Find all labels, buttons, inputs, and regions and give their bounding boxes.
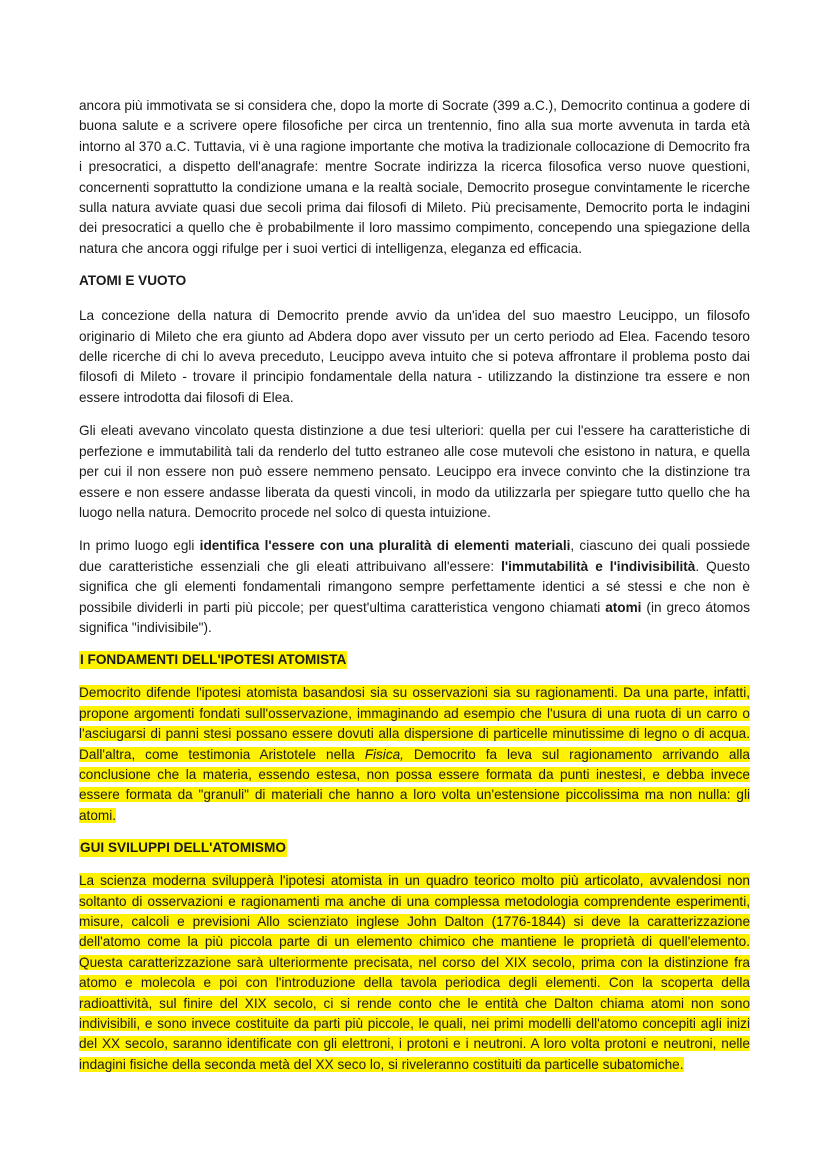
bold-run: atomi: [605, 599, 642, 615]
intro-paragraph: ancora più immotivata se si considera che, dopo la morte di Socrate (399 a.C.), Democrito continua a godere di buona salute e a scrivere opere filosofiche per circa un trentennio, fino alla sua morte avvenuta in tarda età intorno al 370 a.C. Tuttavia, vi è una ragione importante che motiva la tradizionale collocazione di Democrito fra i presocratici, a dispetto dell'anagrafe: mentre Socrate indirizza la ricerca filosofica verso nuove questioni, concernenti soprattutto la condizione umana e la realtà sociale, Democrito prosegue convintamente le ricerche sulla natura avviate quasi due secoli prima dai filosofi di Mileto. Più precisamente, Democrito porta le indagini dei presocratici a quello che è probabilmente il loro massimo compimento, concependo una spiegazione della natura che ancora oggi rifulge per i suoi vertici di intelligenza, eleganza ed efficacia.: [79, 98, 750, 256]
text-run: , ciascuno dei quali possiede due caratteristiche essenziali che gli eleati attribuivano all'essere:: [79, 538, 751, 574]
bold-run: l'immutabilità e l'indivisibilità: [501, 558, 696, 574]
heading-wrap: [79, 651, 750, 669]
text-run: . Questo significa che gli elementi fondamentali rimangono sempre perfettamente identici a sé stessi e che non è possibile dividerli in parti più piccole; per quest'ultima caratteristica vengono chiamati: [79, 558, 750, 615]
highlighted-text: La scienza moderna svilupperà l'ipotesi atomista in un quadro teorico molto più articolato, avvalendosi non soltanto di osservazioni e ragionamenti ma anche di una complessa metodologia comprendente esperimenti, misure, calcoli e previsioni Allo scienziato inglese John Dalton (1776-1844) si deve la caratterizzazione dell'atomo come la più piccola parte di un elemento chimico che mantiene le proprietà di quell'elemento. Questa caratterizzazione sarà ulteriormente precisata, nel corso del XIX secolo, prima con la distinzione fra atomo e molecola e poi con l'introduzione della tavola periodica degli elementi. Con la scoperta della radioattività, sul finire del XIX secolo, ci si rende conto che le entità che Dalton chiama atomi non sono indivisibili, e sono invece costituite da parti più piccole, le quali, nei primi modelli dell'atomo concepiti agli inizi del XX secolo, saranno identificate con gli elettroni, i protoni e i neutroni. A loro volta protoni e neutroni, nelle indagini fisiche della seconda metà del XX seco lo, si riveleranno costituiti da particelle subatomiche.: [79, 873, 750, 1072]
sviluppi-paragraph: [79, 871, 750, 1075]
italic-run: Fisica,: [364, 746, 404, 762]
text-run: (in greco átomos significa "indivisibile").: [79, 599, 750, 635]
atomi-paragraph-2: Gli eleati avevano vincolato questa distinzione a due tesi ulteriori: quella per cui l'essere ha caratteristiche di perfezione e immutabilità tali da renderlo del tutto estraneo alle cose mutevoli che esistono in natura, e quella per cui il non essere non può essere nemmeno pensato. Leucippo era invece convinto che la distinzione tra essere e non essere andasse liberata da questi vincoli, in modo da utilizzarla per spiegare tutto quello che ha luogo nella natura. Democrito procede nel solco di questa intuizione.: [79, 423, 750, 520]
text-run: In primo luogo egli: [79, 538, 200, 554]
fondamenti-paragraph: [79, 683, 750, 826]
section-heading-sviluppi: GUI SVILUPPI DELL'ATOMISMO: [80, 840, 286, 856]
atomi-paragraph-3: [79, 536, 750, 638]
highlighted-text: [79, 685, 750, 822]
section-heading-atomi: ATOMI E VUOTO: [79, 273, 187, 289]
text-run: Democrito fa leva sul ragionamento arrivando alla conclusione che la materia, essendo estesa, non possa essere formata da punti inestesi, e debba invece essere formata da "granuli" di materiali che hanno a loro volta un'estensione piccolissima ma non nulla: gli atomi.: [79, 746, 750, 823]
heading-wrap: [79, 839, 750, 857]
bold-run: identifica l'essere con una pluralità di elementi materiali: [199, 538, 571, 554]
section-heading-fondamenti: I FONDAMENTI DELL'IPOTESI ATOMISTA: [80, 652, 347, 668]
text-run: Democrito difende l'ipotesi atomista basandosi sia su osservazioni sia su ragionamenti. Da una parte, infatti, propone argomenti fondati sull'osservazione, immaginando ad esempio che l'usura di una ruota di un carro o l'asciugarsi di panni stesi possano essere dovuti alla dispersione di particelle minutissime di legno o di acqua. Dall'altra, come testimonia Aristotele nella: [79, 685, 750, 762]
atomi-paragraph-1: La concezione della natura di Democrito prende avvio da un'idea del suo maestro Leucippo, un filosofo originario di Mileto che era giunto ad Abdera dopo aver vissuto per un certo periodo ad Elea. Facendo tesoro delle ricerche di chi lo aveva preceduto, Leucippo aveva intuito che si poteva affrontare il problema posto dai filosofi di Mileto - trovare il principio fondamentale della natura - utilizzando la distinzione tra essere e non essere introdotta dai filosofi di Elea.: [79, 308, 750, 405]
